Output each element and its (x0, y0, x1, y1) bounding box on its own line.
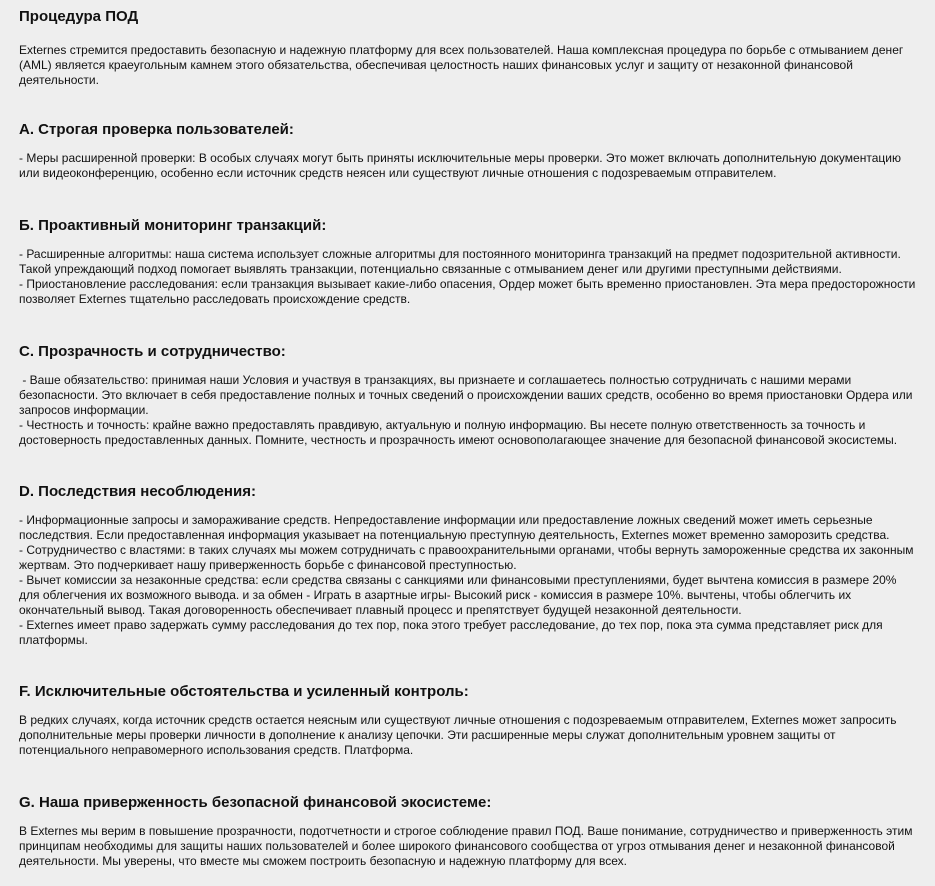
section-paragraph: - Информационные запросы и замораживание средств. Непредоставление информации или предоставление ложных сведений может иметь серьезные последствия. Если предоставленная информация указывает на потенциальную преступную деятельность, Externes может временно заморозить средства. (19, 513, 890, 542)
section-paragraph: - Меры расширенной проверки: В особых случаях могут быть приняты исключительные меры проверки. Это может включать дополнительную документацию или видеоконференцию, особенно если источник средств неясен или существуют личные отношения с подозреваемым отправителем. (19, 151, 901, 180)
section-paragraph: - Ваше обязательство: принимая наши Условия и участвуя в транзакциях, вы признаете и соглашаетесь полностью сотрудничать с нашими мерами безопасности. Это включает в себя предоставление полных и точных сведений о происхождении ваших средств, особенно во время приостановки Ордера или запросов информации. (19, 373, 916, 417)
section-heading: A. Строгая проверка пользователей: (19, 121, 294, 138)
section-commitment (19, 794, 916, 869)
section-strict-verification (19, 121, 916, 181)
section-heading: G. Наша приверженность безопасной финансовой экосистеме: (19, 794, 492, 811)
section-transparency-cooperation (19, 343, 916, 448)
section-paragraph: - Сотрудничество с властями: в таких случаях мы можем сотрудничать с правоохранительными органами, чтобы вернуть замороженные средства их законным жертвам. Это подчеркивает нашу приверженность борьбе с финансовой преступностью. (19, 543, 914, 572)
section-paragraph: - Приостановление расследования: если транзакция вызывает какие-либо опасения, Ордер может быть временно приостановлен. Эта мера предосторожности позволяет Externes тщательно расследовать происхождение средств. (19, 277, 916, 306)
section-paragraph: - Честность и точность: крайне важно предоставлять правдивую, актуальную и полную информацию. Вы несете полную ответственность за точность и достоверность предоставленных данных. Помните, честность и прозрачность имеют основополагающее значение для безопасной финансовой экосистемы. (19, 418, 898, 447)
section-heading: C. Прозрачность и сотрудничество: (19, 343, 286, 360)
section-paragraph: В Externes мы верим в повышение прозрачности, подотчетности и строгое соблюдение правил ПОД. Ваше понимание, сотрудничество и приверженность этим принципам необходимы для защиты наших пользователей и более широкого финансового сообщества от угроз отмывания денег и незаконной финансовой деятельности. Мы уверены, что вместе мы сможем построить безопасную и надежную платформу для всех. (19, 824, 913, 868)
section-heading: Б. Проактивный мониторинг транзакций: (19, 217, 327, 234)
section-paragraph: - Externes имеет право задержать сумму расследования до тех пор, пока этого требует расследование, до тех пор, пока эта сумма представляет риск для платформы. (19, 618, 883, 647)
section-paragraph: В редких случаях, когда источник средств остается неясным или существуют личные отношения с подозреваемым отправителем, Externes может запросить дополнительные меры проверки личности в дополнение к анализу цепочки. Эти расширенные меры служат дополнительным уровнем защиты от потенциального неправомерного использования средств. Платформа. (19, 713, 897, 757)
section-heading: F. Исключительные обстоятельства и усиленный контроль: (19, 683, 469, 700)
intro-paragraph: Externes стремится предоставить безопасную и надежную платформу для всех пользователей. Наша комплексная процедура по борьбе с отмыванием денег (AML) является краеугольным камнем этого обязательства, обеспечивая целостность наших финансовых услуг и защиту от незаконной финансовой деятельности. (19, 43, 904, 87)
section-transaction-monitoring (19, 217, 916, 307)
section-paragraph: - Вычет комиссии за незаконные средства: если средства связаны с санкциями или финансовыми преступлениями, будет вычтена комиссия в размере 20% для облегчения их возможного вывода. и за обмен - Играть в азартные игры- Высокий риск - комиссия в размере 10%. вычтены, чтобы облегчить их окончательный вывод. Такая договоренность обеспечивает плавный процесс и препятствует будущей незаконной деятельности. (19, 573, 897, 617)
page-title: Процедура ПОД (19, 8, 139, 25)
section-heading: D. Последствия несоблюдения: (19, 483, 256, 500)
section-exceptional-circumstances (19, 683, 916, 758)
section-noncompliance-consequences (19, 483, 916, 648)
section-paragraph: - Расширенные алгоритмы: наша система использует сложные алгоритмы для постоянного мониторинга транзакций на предмет подозрительной активности. Такой упреждающий подход помогает выявлять транзакции, потенциально связанные с отмыванием денег или другими преступными действиями. (19, 247, 901, 276)
